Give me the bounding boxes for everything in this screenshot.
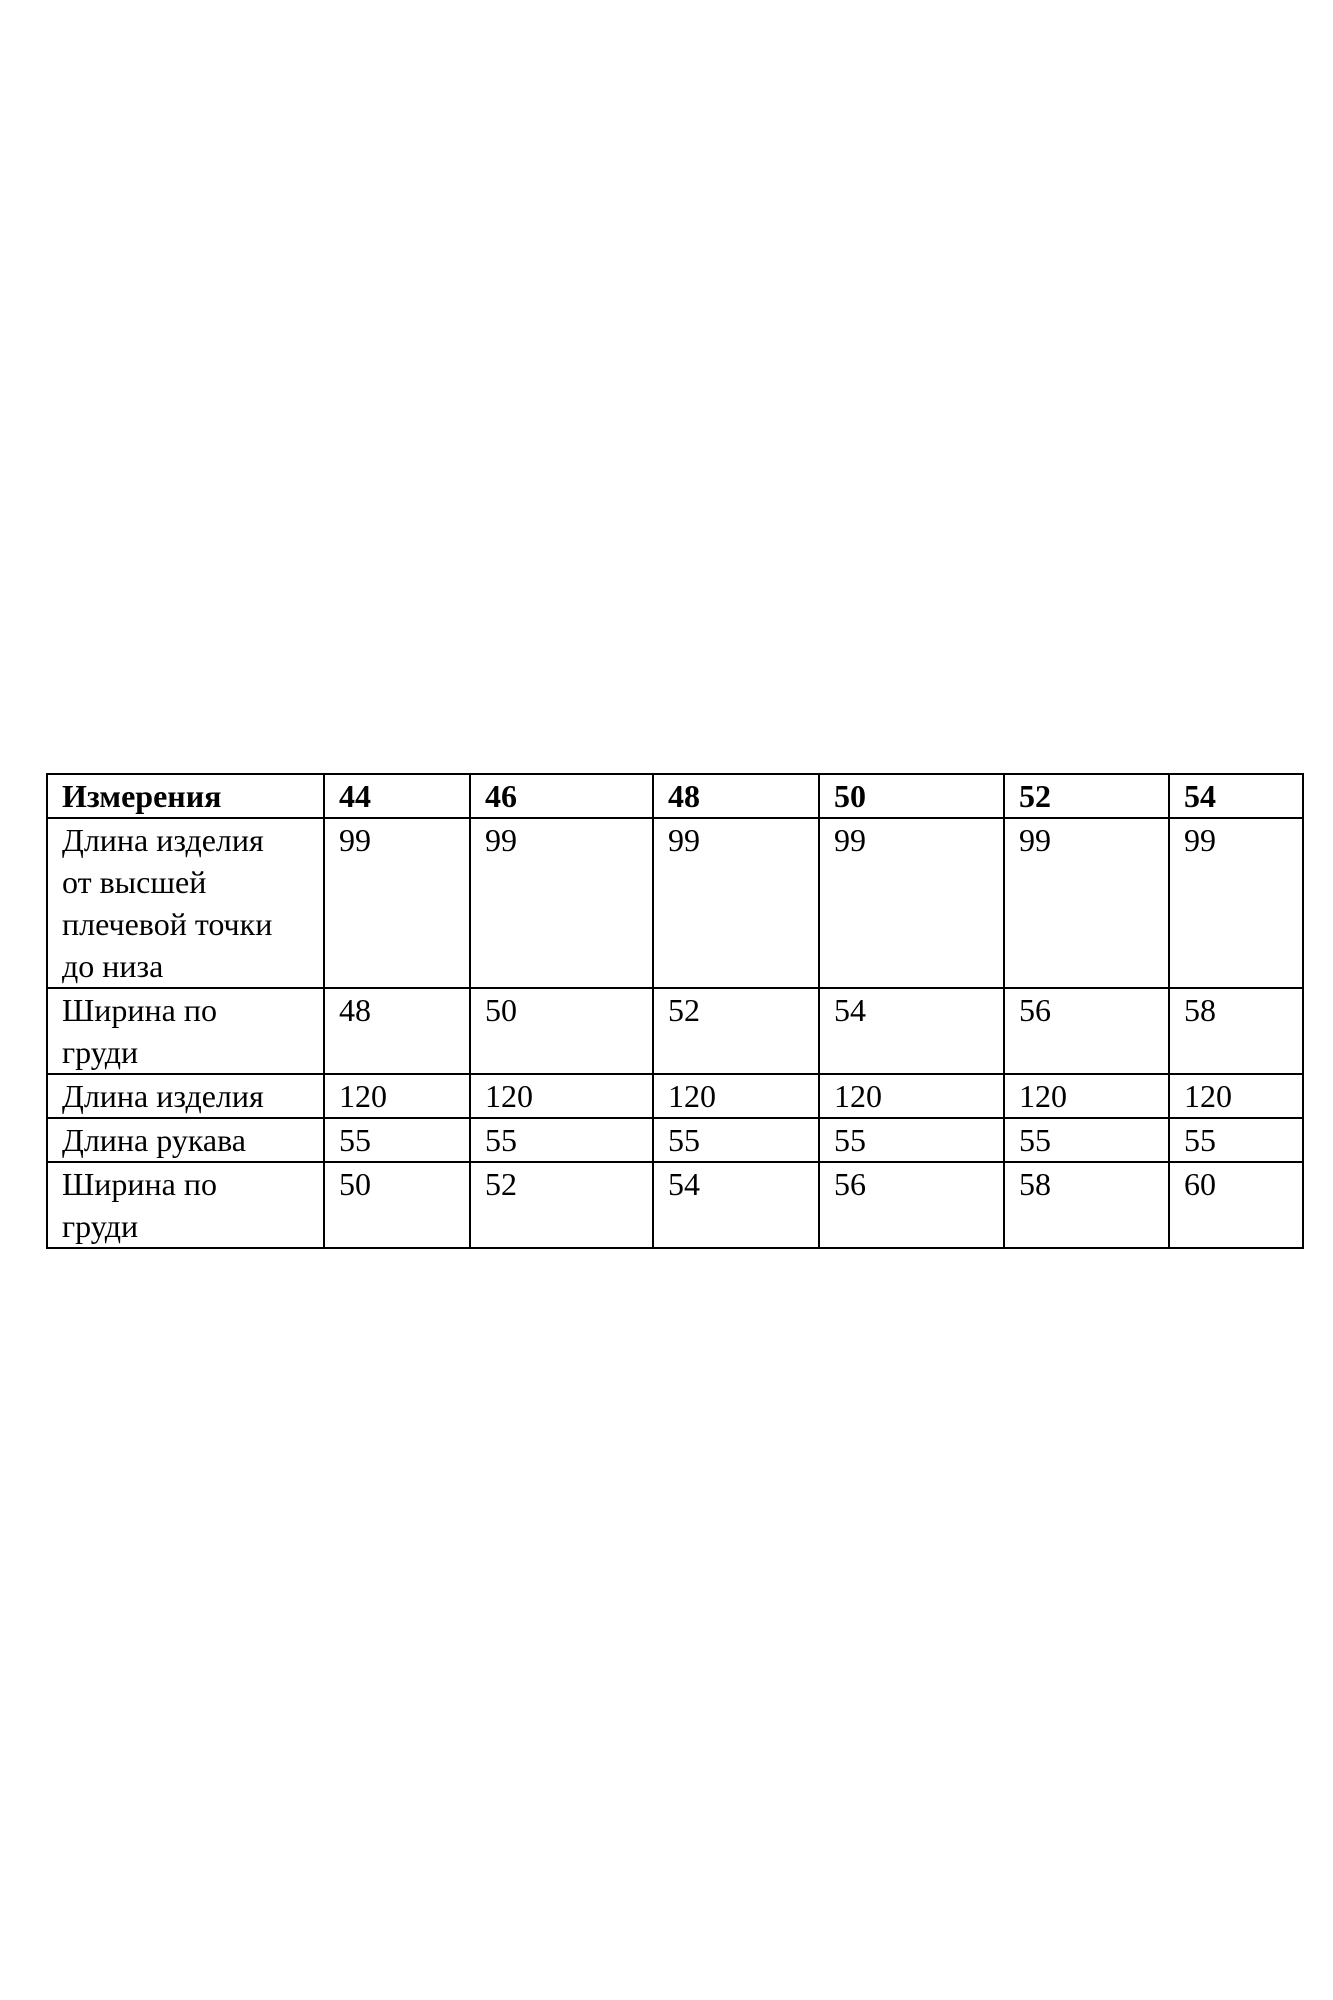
table-cell: 48 — [324, 988, 470, 1074]
table-cell: 60 — [1169, 1162, 1303, 1248]
table-cell: 120 — [324, 1074, 470, 1118]
table-cell: 55 — [470, 1118, 653, 1162]
table-cell: 56 — [1004, 988, 1169, 1074]
table-cell: 99 — [653, 818, 819, 988]
header-size-50: 50 — [819, 774, 1004, 818]
table-row — [47, 1162, 1303, 1248]
table-cell: 120 — [1004, 1074, 1169, 1118]
table-cell: 120 — [1169, 1074, 1303, 1118]
header-size-54: 54 — [1169, 774, 1303, 818]
table-cell: 120 — [470, 1074, 653, 1118]
table-cell: 50 — [324, 1162, 470, 1248]
row-label: Длина изделия от высшей плечевой точки до низа — [47, 818, 324, 988]
table-cell: 99 — [1169, 818, 1303, 988]
table-cell: 55 — [1169, 1118, 1303, 1162]
table-cell: 50 — [470, 988, 653, 1074]
table-row — [47, 1118, 1303, 1162]
header-size-44: 44 — [324, 774, 470, 818]
table-cell: 52 — [653, 988, 819, 1074]
table-cell: 99 — [324, 818, 470, 988]
table-cell: 99 — [1004, 818, 1169, 988]
table-cell: 55 — [653, 1118, 819, 1162]
table-row — [47, 818, 1303, 988]
table-cell: 120 — [819, 1074, 1004, 1118]
table-cell: 120 — [653, 1074, 819, 1118]
header-size-52: 52 — [1004, 774, 1169, 818]
table-row — [47, 988, 1303, 1074]
table-cell: 99 — [819, 818, 1004, 988]
size-chart-table — [46, 773, 1304, 1249]
row-label: Ширина по груди — [47, 1162, 324, 1248]
table-cell: 58 — [1169, 988, 1303, 1074]
table-cell: 99 — [470, 818, 653, 988]
row-label: Длина изделия — [47, 1074, 324, 1118]
table-header-row — [47, 774, 1303, 818]
table-cell: 54 — [819, 988, 1004, 1074]
table-row — [47, 1074, 1303, 1118]
header-size-48: 48 — [653, 774, 819, 818]
table-cell: 58 — [1004, 1162, 1169, 1248]
table-cell: 52 — [470, 1162, 653, 1248]
row-label: Ширина по груди — [47, 988, 324, 1074]
table-cell: 55 — [819, 1118, 1004, 1162]
table-cell: 55 — [1004, 1118, 1169, 1162]
row-label: Длина рукава — [47, 1118, 324, 1162]
table-cell: 55 — [324, 1118, 470, 1162]
table-cell: 56 — [819, 1162, 1004, 1248]
table-cell: 54 — [653, 1162, 819, 1248]
header-size-46: 46 — [470, 774, 653, 818]
header-measurement: Измерения — [47, 774, 324, 818]
